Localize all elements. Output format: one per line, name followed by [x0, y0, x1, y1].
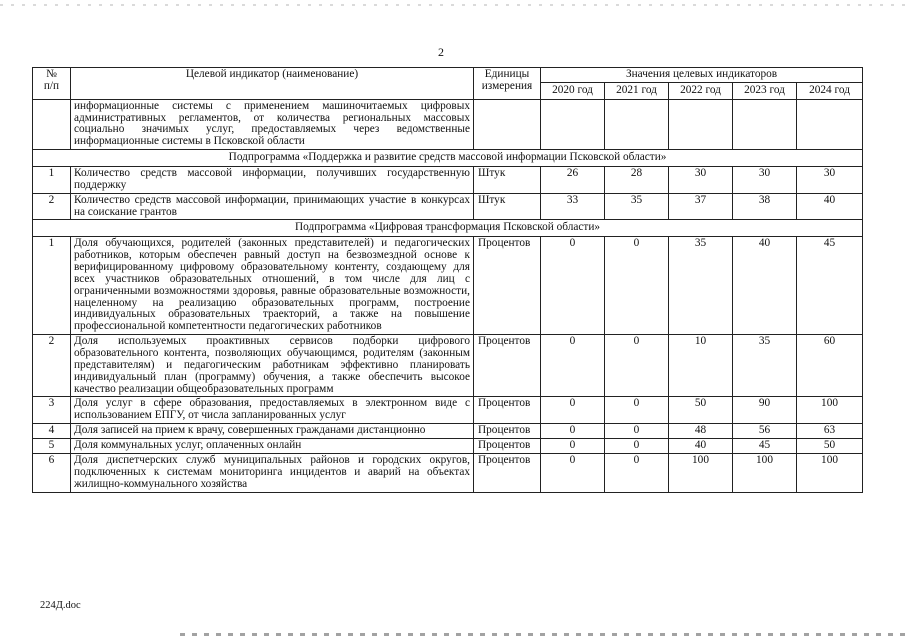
row-value: 10 [669, 335, 733, 397]
row-name: Доля записей на прием к врачу, совершенных гражданами дистанционно [71, 424, 474, 439]
row-value: 40 [733, 237, 797, 335]
row-value: 40 [797, 193, 863, 220]
table-row [33, 424, 863, 439]
row-name: Количество средств массовой информации, принимающих участие в конкурсах на соискание грантов [71, 193, 474, 220]
table-row [33, 193, 863, 220]
row-value: 0 [605, 237, 669, 335]
row-value: 30 [669, 167, 733, 194]
row-num: 2 [33, 193, 71, 220]
row-unit: Процентов [474, 397, 541, 424]
row-num: 3 [33, 397, 71, 424]
row-unit: Штук [474, 167, 541, 194]
row-value: 38 [733, 193, 797, 220]
header-num-text: № п/п [43, 68, 60, 92]
row-value [797, 99, 863, 149]
row-value: 35 [669, 237, 733, 335]
row-name: Количество средств массовой информации, получивших государственную поддержку [71, 167, 474, 194]
scan-artifact-top [0, 4, 905, 6]
row-num: 1 [33, 237, 71, 335]
row-name: Доля услуг в сфере образования, предоставляемых в электронном виде с использованием ЕПГУ, от числа запланированных услуг [71, 397, 474, 424]
row-value: 35 [733, 335, 797, 397]
row-value: 35 [605, 193, 669, 220]
scan-artifact-bottom [180, 633, 905, 636]
row-value: 26 [541, 167, 605, 194]
table-row [33, 167, 863, 194]
row-value [733, 99, 797, 149]
header-year-2024: 2024 год [797, 82, 863, 99]
row-num: 5 [33, 439, 71, 454]
row-value: 60 [797, 335, 863, 397]
table-row [33, 99, 863, 149]
row-value: 33 [541, 193, 605, 220]
subprogram-header [33, 220, 863, 237]
table-row [33, 397, 863, 424]
row-value: 63 [797, 424, 863, 439]
row-name: Доля используемых проактивных сервисов подборки цифрового образовательного контента, позволяющих обучающимся, родителям (законным представителям) и педагогическим работникам эффективно планировать индивидуальный план (программу) обучения, а также обеспечить высокое качество реализации общеобразовательных программ [71, 335, 474, 397]
row-value: 37 [669, 193, 733, 220]
row-value: 90 [733, 397, 797, 424]
row-name: Доля диспетчерских служб муниципальных районов и городских округов, подключенных к системам мониторинга инцидентов и аварий на объектах жилищно-коммунального хозяйства [71, 453, 474, 492]
row-value: 50 [797, 439, 863, 454]
row-unit [474, 99, 541, 149]
table-row [33, 335, 863, 397]
row-value: 40 [669, 439, 733, 454]
header-num [33, 68, 71, 100]
row-unit: Процентов [474, 424, 541, 439]
row-value: 0 [541, 424, 605, 439]
row-value: 100 [797, 453, 863, 492]
row-value: 0 [605, 397, 669, 424]
header-unit-text: Единицы измерения [481, 68, 533, 92]
row-unit: Процентов [474, 453, 541, 492]
header-year-2022: 2022 год [669, 82, 733, 99]
target-indicators-table [32, 67, 863, 493]
subprogram-title: Подпрограмма «Поддержка и развитие средств массовой информации Псковской области» [33, 150, 863, 167]
row-value [669, 99, 733, 149]
row-value: 100 [797, 397, 863, 424]
table-row [33, 453, 863, 492]
document-filename: 224Д.doc [40, 600, 81, 611]
row-name: Доля коммунальных услуг, оплаченных онлайн [71, 439, 474, 454]
subprogram-header [33, 150, 863, 167]
row-value: 100 [669, 453, 733, 492]
row-value: 30 [797, 167, 863, 194]
row-name: информационные системы с применением машиночитаемых цифровых административных регламентов, от количества региональных массовых социально значимых услуг, предоставляемых через ведомственные информационные системы в Псковской области [71, 99, 474, 149]
row-value: 0 [541, 397, 605, 424]
row-value: 0 [541, 335, 605, 397]
row-num: 2 [33, 335, 71, 397]
row-unit: Процентов [474, 237, 541, 335]
row-num: 6 [33, 453, 71, 492]
row-value: 0 [541, 453, 605, 492]
row-value: 50 [669, 397, 733, 424]
row-value: 0 [605, 335, 669, 397]
row-value: 45 [797, 237, 863, 335]
table-row [33, 439, 863, 454]
table-row [33, 237, 863, 335]
header-year-2023: 2023 год [733, 82, 797, 99]
row-value: 0 [605, 424, 669, 439]
row-value: 28 [605, 167, 669, 194]
row-value: 48 [669, 424, 733, 439]
header-year-2020: 2020 год [541, 82, 605, 99]
row-name: Доля обучающихся, родителей (законных представителей) и педагогических работников, которым обеспечен равный доступ на безвозмездной основе к верифицированному цифровому образовательному контенту, создающему для всех участников образовательных отношений, в том числе для лиц с ограниченными возможностями здоровья, равные образовательные возможности, нацеленному на реализацию образовательных программ, построение индивидуальных образовательных траекторий, а также на повышение профессиональной компетентности педагогических работников [71, 237, 474, 335]
row-value: 100 [733, 453, 797, 492]
row-value [541, 99, 605, 149]
row-value: 56 [733, 424, 797, 439]
subprogram-title: Подпрограмма «Цифровая трансформация Псковской области» [33, 220, 863, 237]
row-value: 0 [541, 439, 605, 454]
row-value: 30 [733, 167, 797, 194]
header-indicator: Целевой индикатор (наименование) [71, 68, 474, 100]
row-value: 0 [605, 453, 669, 492]
row-num: 4 [33, 424, 71, 439]
row-unit: Процентов [474, 335, 541, 397]
row-value: 45 [733, 439, 797, 454]
row-num: 1 [33, 167, 71, 194]
row-value [605, 99, 669, 149]
header-year-2021: 2021 год [605, 82, 669, 99]
row-value: 0 [541, 237, 605, 335]
row-num [33, 99, 71, 149]
row-value: 0 [605, 439, 669, 454]
page-number: 2 [438, 45, 444, 59]
row-unit: Штук [474, 193, 541, 220]
header-unit [474, 68, 541, 100]
row-unit: Процентов [474, 439, 541, 454]
header-values-group: Значения целевых индикаторов [541, 68, 863, 83]
